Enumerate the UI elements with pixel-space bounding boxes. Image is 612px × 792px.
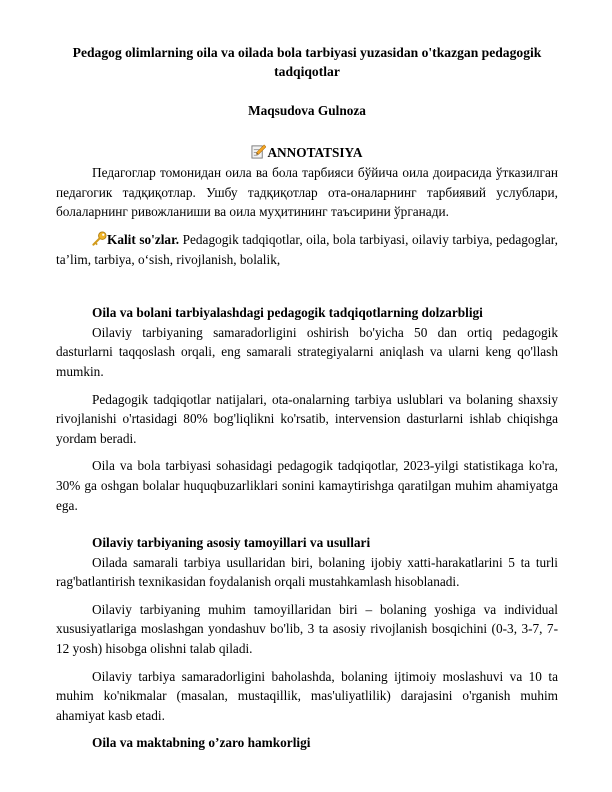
section-paragraph: Oilaviy tarbiyaning muhim tamoyillaridan biri – bolaning yoshiga va individual xususiyatlariga moslashgan yondashuv bo'lib, 3 ta asosiy rivojlanish bosqichini (0-3, 3-7, 7-12 yosh) hisobga olishni talab qiladi. [56, 601, 558, 657]
keywords-text: Pedagogik tadqiqotlar, oila, bola tarbiyasi, oilaviy tarbiya, pedagoglar, ta’lim, tarbiya, o‘sish, rivojlanish, bolalik, [56, 231, 558, 267]
section-heading: Oila va maktabning o’zaro hamkorligi [92, 735, 311, 751]
section-paragraph: Oilaviy tarbiyaning samaradorligini oshirish bo'yicha 50 dan ortiq pedagogik dasturlarni taqqoslash orqali, eng samarali strategiyalarni aniqlash va ularni keng qo'llash mumkin. [56, 324, 558, 379]
section-paragraph: Oilaviy tarbiya samaradorligini baholashda, bolaning ijtimoiy moslashuvi va 10 ta muhim ko'nikmalar (masalan, mustaqillik, mas'uliyatlilik) darajasini o'rganish muhim ahamiyat kasb etadi. [56, 668, 558, 723]
section-paragraph: Pedagogik tadqiqotlar natijalari, ota-onalarning tarbiya uslublari va bolaning shaxsiy rivojlanishi o'rtasidagi 80% bog'liqlikni ko'rsatib, intervension dasturlarni ishlab chiqishga yordam beradi. [56, 391, 558, 446]
annotation-text: Педагоглар томонидан оила ва бола тарбияси бўйича оила доирасида ўтказилган педагогик тадқиқотлар. Ушбу тадқиқотлар ота-оналарнинг тарбиявий услублари, болаларнинг ривожланиши ва оила муҳитининг таъсирини ўрганади. [56, 165, 558, 220]
key-icon [92, 231, 107, 246]
paper-title: Pedagog olimlarning oila va oilada bola tarbiyasi yuzasidan o'tkazgan pedagogik tadqiqotlar [72, 45, 542, 79]
memo-pencil-icon [251, 144, 266, 159]
keywords-paragraph [56, 230, 558, 269]
section-paragraph: Oila va bola tarbiyasi sohasidagi pedagogik tadqiqotlar, 2023-yilgi statistikaga ko'ra, 30% ga oshgan bolalar huquqbuzarliklari sonini kamaytirishga qaratilgan muhim ahamiyatga ega. [56, 458, 558, 513]
annotation-heading [56, 143, 558, 163]
annotation-label: ANNOTATSIYA [267, 144, 363, 160]
section-heading: Oilaviy tarbiyaning asosiy tamoyillari va usullari [92, 535, 371, 551]
keywords-label: Kalit so'zlar. [107, 231, 180, 247]
section-heading: Oila va bolani tarbiyalashdagi pedagogik tadqiqotlarning dolzarbligi [92, 305, 483, 321]
author-name: Maqsudova Gulnoza [248, 103, 366, 118]
section-paragraph: Oilada samarali tarbiya usullaridan biri, bolaning ijobiy xatti-harakatlarini 5 ta turli rag'batlantirish texnikasidan foydalanish orqali mustahkamlash hisoblanadi. [56, 554, 558, 590]
